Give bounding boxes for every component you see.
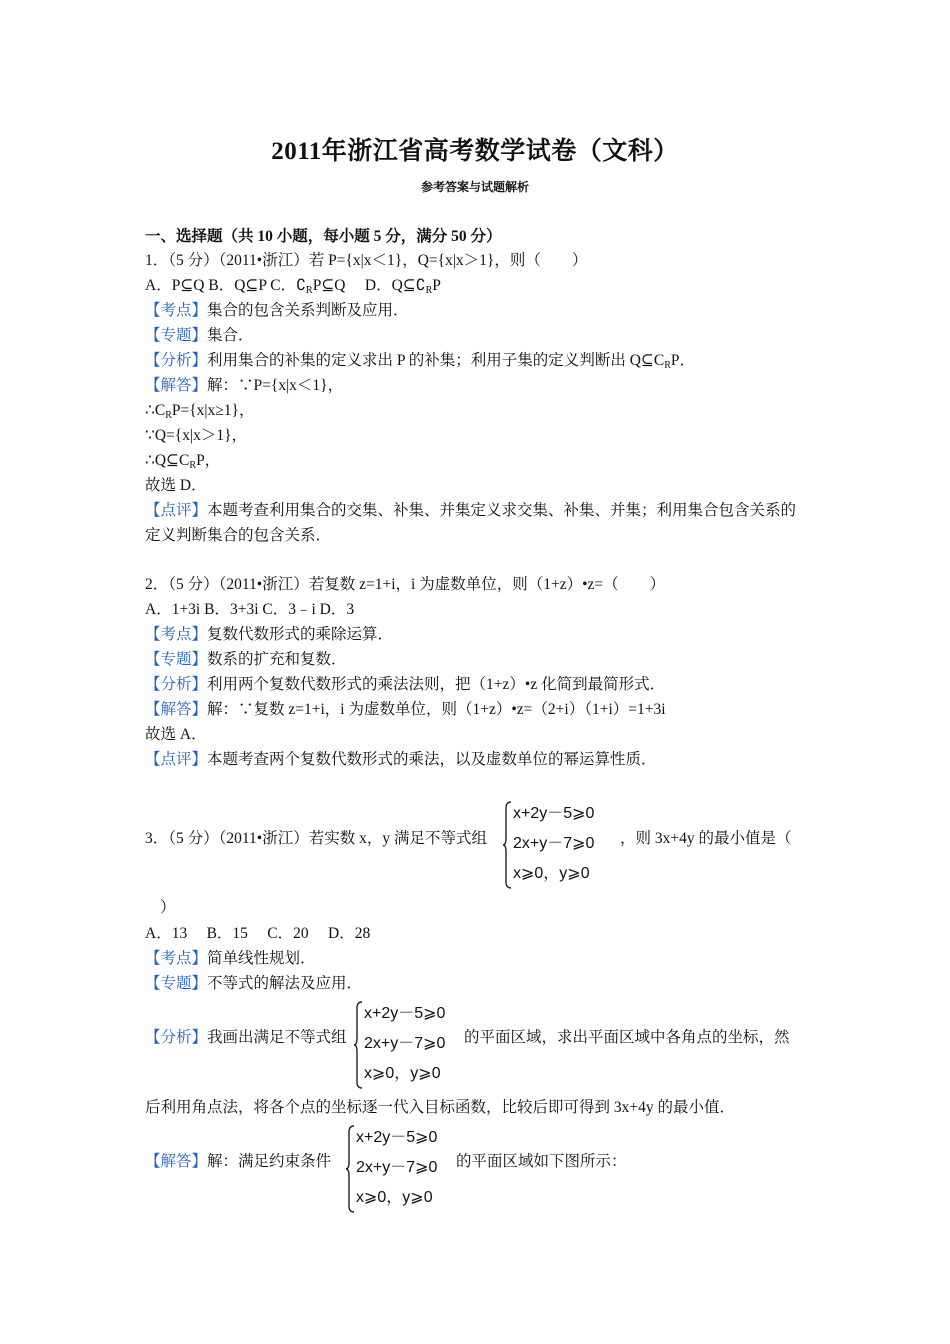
q2-step: 故选 A． — [145, 726, 207, 743]
inequality-row: x+2y－5⩾0 — [513, 805, 595, 822]
q2-options: A．1+3i B．3+3i C．3﹣i D．3 — [145, 601, 355, 618]
q2-dianping: 【点评】本题考查两个复数代数形式的乘法，以及虚数单位的幂运算性质． — [145, 751, 657, 768]
q2-kaodian: 【考点】复数代数形式的乘除运算． — [145, 626, 394, 643]
inequality-row: x⩾0，y⩾0 — [364, 1065, 441, 1082]
q3-fenxi-cont: 后利用角点法，将各个点的坐标逐一代入目标函数，比较后即可得到 3x+4y 的最小值． — [145, 1099, 735, 1116]
q3-inequality-system — [346, 1124, 466, 1214]
left-brace-icon — [503, 800, 513, 890]
q2-stem: 2．（5 分）（2011•浙江）若复数 z=1+i，i 为虚数单位，则（1+z）•z=（ ） — [145, 576, 666, 593]
q3-zhuanti: 【专题】不等式的解法及应用． — [145, 975, 363, 992]
inequality-row: 2x+y－7⩾0 — [513, 835, 595, 852]
q3-stem-end: ） — [160, 899, 176, 916]
left-brace-icon — [354, 1000, 364, 1090]
q3-fenxi: 【分析】我画出满足不等式组 — [145, 1029, 347, 1046]
q3-jieda-cont: 的平面区域如下图所示： — [456, 1153, 627, 1170]
q2-zhuanti: 【专题】数系的扩充和复数． — [145, 651, 347, 668]
q1-options: A．P⊆Q B．Q⊆P C．$∁_RP⊆Q$ D．$Q⊆∁_RP$ — [145, 277, 441, 296]
inequality-row: x+2y－5⩾0 — [364, 1005, 446, 1022]
q3-stem-cont: ，则 3x+4y 的最小值是（ — [620, 830, 792, 847]
page-subtitle: 参考答案与试题解析 — [420, 180, 529, 194]
q1-stem: 1．（5 分）（2011•浙江）若 P={x|x＜1}，Q={x|x＞1}，则（ ） — [145, 252, 588, 269]
page-title: 2011年浙江省高考数学试卷（文科） — [271, 138, 679, 165]
q3-stem: 3．（5 分）（2011•浙江）若实数 x，y 满足不等式组 — [145, 830, 487, 847]
q3-inequality-system — [354, 1000, 474, 1090]
section-heading: 一、选择题（共 10 小题，每小题 5 分，满分 50 分） — [145, 228, 502, 245]
q3-options: A．13 B．15 C．20 D．28 — [145, 925, 371, 942]
inequality-row: x⩾0，y⩾0 — [356, 1189, 433, 1206]
q1-step: $\therefore C_RP=\{x|x\ge 1\}$， — [145, 402, 255, 421]
left-brace-icon — [346, 1124, 356, 1214]
q2-jieda: 【解答】解：∵复数 z=1+i，i 为虚数单位，则（1+z）•z=（2+i）（1+i）=1+3i — [145, 701, 666, 718]
q1-dianping: 【点评】本题考查利用集合的交集、补集、并集定义求交集、补集、并集；利用集合包含关系的 — [145, 502, 797, 519]
q3-kaodian: 【考点】简单线性规划． — [145, 950, 316, 967]
q1-step: ∵Q={x|x＞1}， — [145, 427, 248, 444]
inequality-row: 2x+y－7⩾0 — [364, 1035, 446, 1052]
inequality-row: x+2y－5⩾0 — [356, 1129, 438, 1146]
q1-fenxi: 【分析】利用集合的补集的定义求出 P 的补集；利用子集的定义判断出 $Q⊆C_RP$． — [145, 352, 696, 371]
inequality-row: x⩾0，y⩾0 — [513, 865, 590, 882]
inequality-row: 2x+y－7⩾0 — [356, 1159, 438, 1176]
q1-step: $\therefore Q⊆C_RP$， — [145, 452, 221, 471]
q1-dianping-cont: 定义判断集合的包含关系． — [145, 527, 332, 544]
q1-step: 故选 D． — [145, 477, 207, 494]
q3-jieda: 【解答】解：满足约束条件 — [145, 1153, 332, 1170]
q1-zhuanti: 【专题】集合． — [145, 327, 254, 344]
q2-fenxi: 【分析】利用两个复数代数形式的乘法法则，把（1+z）•z 化简到最简形式． — [145, 676, 666, 693]
q1-jieda: 【解答】解：∵P={x|x＜1}， — [145, 377, 344, 394]
q3-inequality-system — [503, 800, 623, 890]
q1-kaodian: 【考点】集合的包含关系判断及应用． — [145, 302, 409, 319]
q3-fenxi-cont: 的平面区域，求出平面区域中各角点的坐标，然 — [464, 1029, 790, 1046]
